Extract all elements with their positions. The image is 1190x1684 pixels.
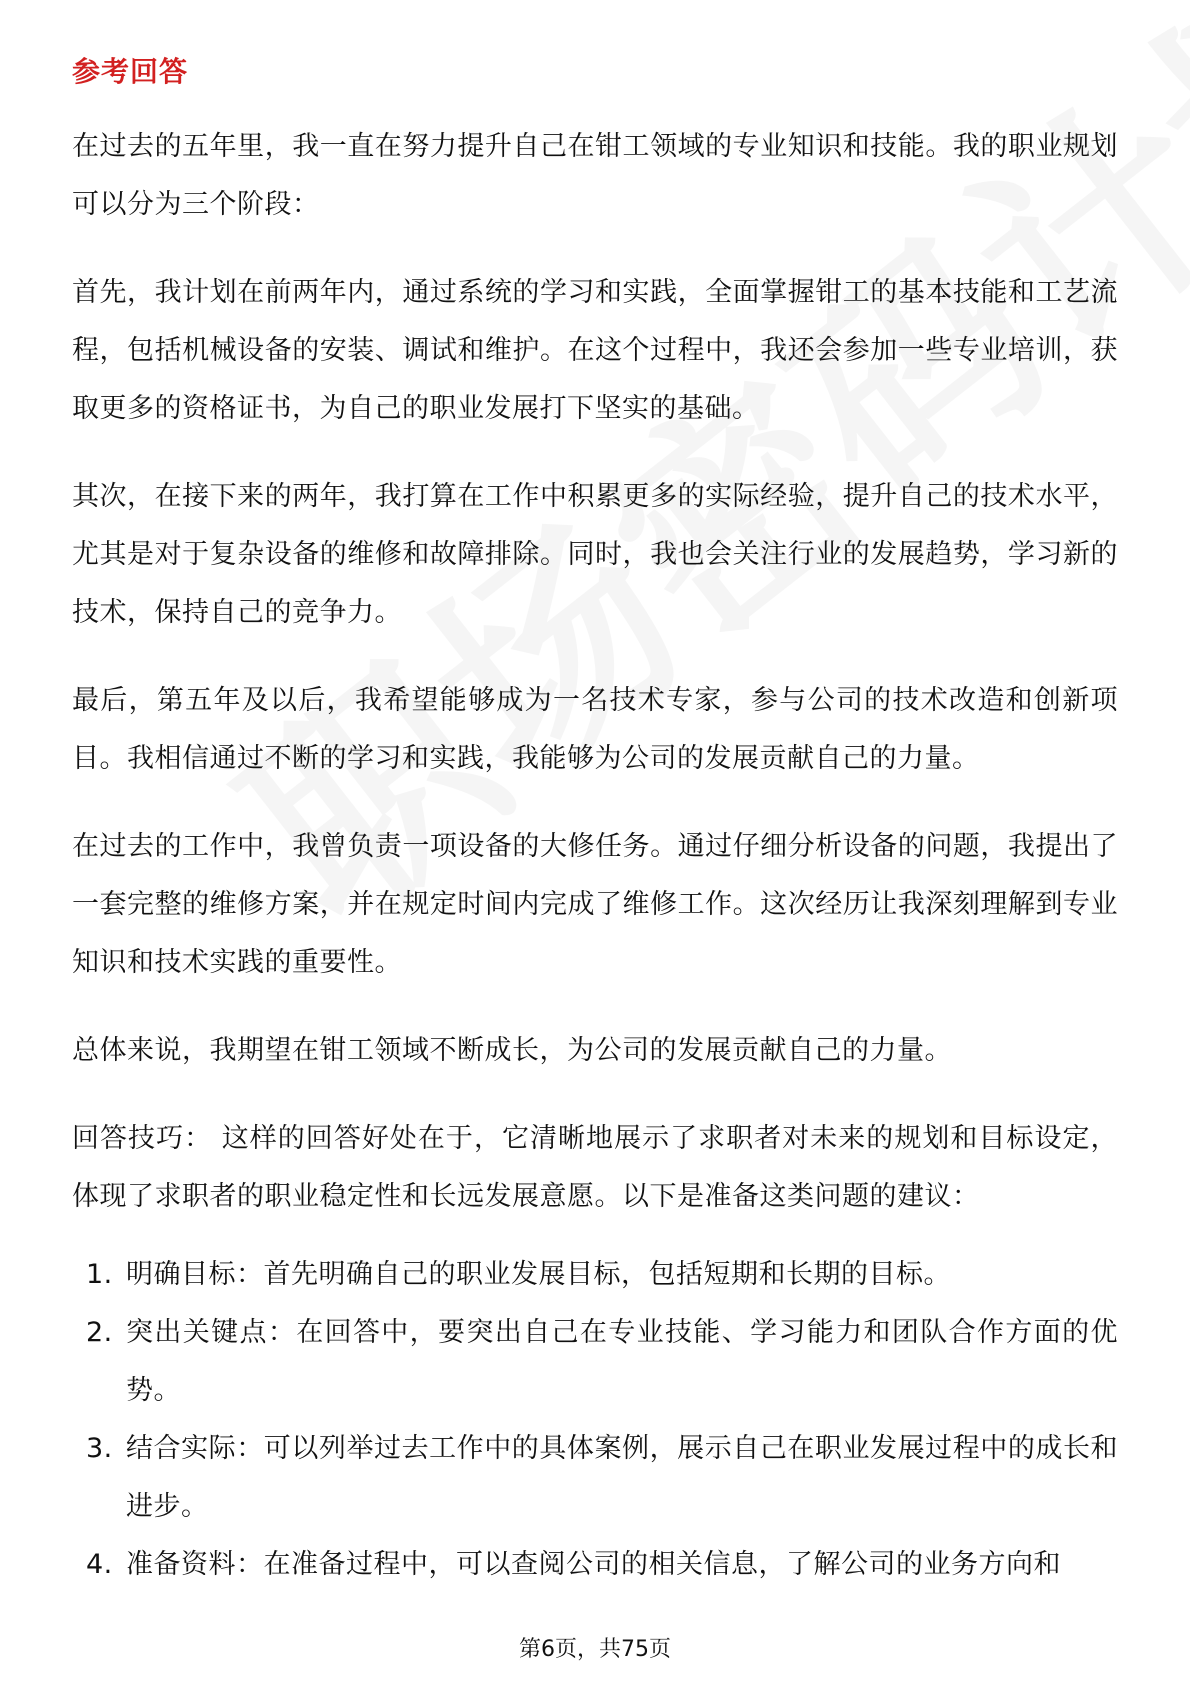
paragraph: 其次，在接下来的两年，我打算在工作中积累更多的实际经验，提升自己的技术水平，尤其是对于复杂设备的维修和故障排除。同时，我也会关注行业的发展趋势，学习新的技术，保持自己的竞争力。	[72, 481, 1118, 628]
list-item	[72, 1420, 1118, 1536]
list-item-text: 准备资料：在准备过程中，可以查阅公司的相关信息，了解公司的业务方向和	[126, 1549, 1061, 1580]
list-item	[72, 1246, 1118, 1304]
paragraph: 首先，我计划在前两年内，通过系统的学习和实践，全面掌握钳工的基本技能和工艺流程，包括机械设备的安装、调试和维护。在这个过程中，我还会参加一些专业培训，获取更多的资格证书，为自己的职业发展打下坚实的基础。	[72, 277, 1118, 424]
paragraph: 总体来说，我期望在钳工领域不断成长，为公司的发展贡献自己的力量。	[72, 1035, 952, 1066]
list-item-text: 突出关键点：在回答中，要突出自己在专业技能、学习能力和团队合作方面的优势。	[126, 1317, 1118, 1406]
section-heading: 参考回答	[72, 55, 189, 88]
paragraph: 最后，第五年及以后，我希望能够成为一名技术专家，参与公司的技术改造和创新项目。我相信通过不断的学习和实践，我能够为公司的发展贡献自己的力量。	[72, 685, 1118, 774]
answer-content	[72, 118, 1118, 1594]
list-number: 4.	[86, 1549, 113, 1580]
list-item-text: 结合实际：可以列举过去工作中的具体案例，展示自己在职业发展过程中的成长和进步。	[126, 1433, 1118, 1522]
list-number: 2.	[86, 1317, 113, 1348]
tips-list	[72, 1246, 1118, 1594]
list-item-text: 明确目标：首先明确自己的职业发展目标，包括短期和长期的目标。	[126, 1259, 951, 1290]
paragraph: 在过去的工作中，我曾负责一项设备的大修任务。通过仔细分析设备的问题，我提出了一套完整的维修方案，并在规定时间内完成了维修工作。这次经历让我深刻理解到专业知识和技术实践的重要性。	[72, 831, 1118, 978]
list-number: 1.	[86, 1259, 113, 1290]
paragraph: 在过去的五年里，我一直在努力提升自己在钳工领域的专业知识和技能。我的职业规划可以分为三个阶段：	[72, 131, 1118, 220]
list-number: 3.	[86, 1433, 113, 1464]
tips-intro: 回答技巧： 这样的回答好处在于，它清晰地展示了求职者对未来的规划和目标设定，体现了求职者的职业稳定性和长远发展意愿。以下是准备这类问题的建议：	[72, 1123, 1118, 1212]
page-number-footer: 第6页，共75页	[519, 1637, 671, 1662]
list-item	[72, 1536, 1118, 1594]
list-item	[72, 1304, 1118, 1420]
